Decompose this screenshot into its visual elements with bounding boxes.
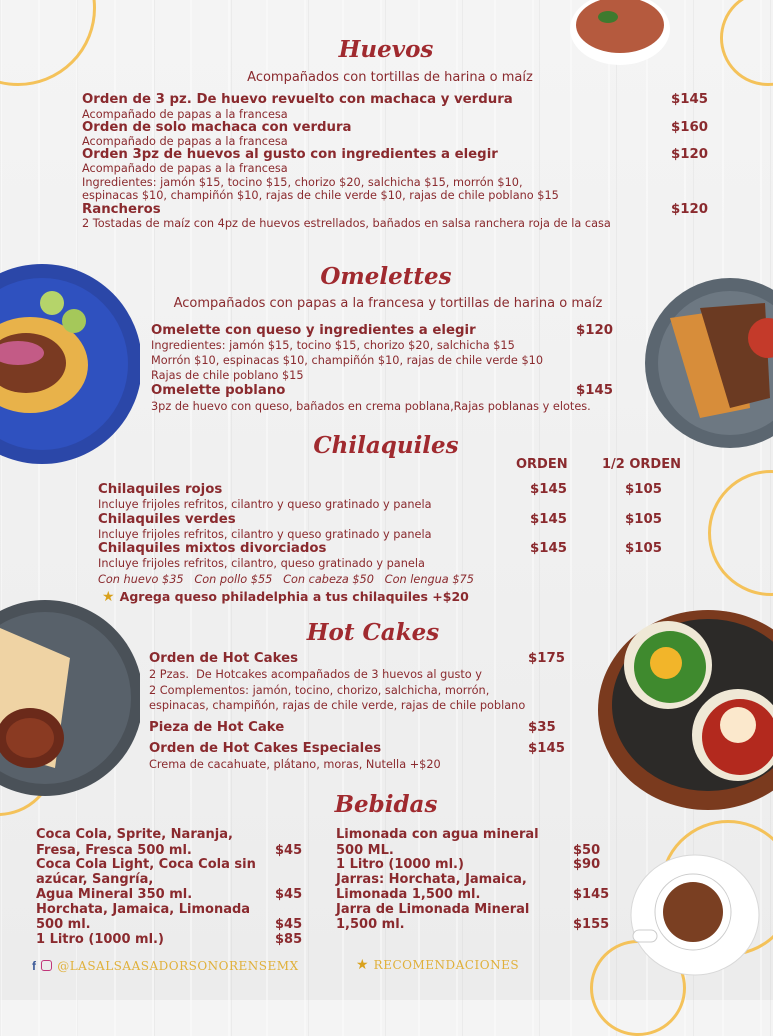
- menu-item-half-price: $105: [625, 512, 663, 527]
- drink-line: Jarras: Horchata, Jamaica,: [336, 872, 527, 887]
- menu-item-price: $145: [530, 482, 568, 497]
- menu-item-price: $145: [530, 512, 568, 527]
- menu-item-price: $35: [528, 720, 556, 735]
- drink-price: $85: [275, 932, 303, 947]
- menu-item-desc: Acompañado de papas a la francesa: [82, 162, 288, 175]
- column-header-half: 1/2 ORDEN: [602, 457, 681, 472]
- star-icon: ★: [102, 589, 115, 605]
- menu-item-desc: espinacas $10, champiñón $10, rajas de chile verde $10, rajas de chile poblano $15: [82, 189, 559, 202]
- menu-item-desc: Rajas de chile poblano $15: [151, 369, 304, 382]
- menu-item-name: Chilaquiles mixtos divorciados: [98, 541, 327, 556]
- drink-price: $50: [573, 843, 601, 858]
- menu-item-desc: 2 Tostadas de maíz con 4pz de huevos estrellados, bañados en salsa ranchera roja de la casa: [82, 217, 611, 230]
- menu-item-desc: Incluye frijoles refritos, cilantro, queso gratinado y panela: [98, 557, 425, 570]
- instagram-icon[interactable]: [41, 960, 52, 971]
- legend-text: RECOMENDACIONES: [373, 958, 520, 972]
- drink-price: $145: [573, 887, 610, 902]
- drink-line: Fresa, Fresca 500 ml.: [36, 843, 192, 858]
- menu-item-desc: Acompañado de papas a la francesa: [82, 108, 288, 121]
- menu-item-desc: Acompañado de papas a la francesa: [82, 135, 288, 148]
- menu-item-desc: Ingredientes: jamón $15, tocino $15, chorizo $20, salchicha $15: [151, 339, 515, 352]
- drink-price: $90: [573, 857, 601, 872]
- menu-item-price: $160: [671, 120, 709, 135]
- section-subtitle: Acompañados con papas a la francesa y tortillas de harina o maíz: [173, 296, 603, 311]
- drink-line: Coca Cola Light, Coca Cola sin: [36, 857, 256, 872]
- menu-item-name: Orden 3pz de huevos al gusto con ingredientes a elegir: [82, 147, 498, 162]
- drink-line: 500 ml.: [36, 917, 91, 932]
- facebook-icon[interactable]: f: [32, 959, 36, 973]
- menu-item-name: Rancheros: [82, 202, 161, 217]
- menu-item-desc: Incluye frijoles refritos, cilantro y queso gratinado y panela: [98, 498, 432, 511]
- decor-ring: [720, 0, 773, 86]
- drink-price: $45: [275, 843, 303, 858]
- menu-item-price: $120: [671, 202, 709, 217]
- section-subtitle: Acompañados con tortillas de harina o maíz: [247, 70, 533, 85]
- social-handle-text: @LASALSAASADORSONORENSEMX: [57, 959, 299, 973]
- drink-line: 1 Litro (1000 ml.): [336, 857, 464, 872]
- drink-line: 1 Litro (1000 ml.): [36, 932, 164, 947]
- drink-line: Limonada 1,500 ml.: [336, 887, 481, 902]
- menu-item-name: Omelette con queso y ingredientes a elegir: [151, 323, 476, 338]
- menu-item-price: $120: [671, 147, 709, 162]
- menu-item-half-price: $105: [625, 482, 663, 497]
- social-handle[interactable]: [32, 955, 299, 974]
- recommendation-text: Agrega queso philadelphia a tus chilaquiles +$20: [119, 589, 469, 604]
- menu-item-half-price: $105: [625, 541, 663, 556]
- recommendation-note: [102, 586, 469, 605]
- menu-item-name: Chilaquiles rojos: [98, 482, 223, 497]
- decor-ring: [708, 470, 773, 596]
- column-header-orden: ORDEN: [516, 457, 568, 472]
- coffee-cup-image: [625, 850, 765, 980]
- menu-item-name: Orden de 3 pz. De huevo revuelto con machaca y verdura: [82, 92, 513, 107]
- chilaquiles-extras: Con huevo $35 Con pollo $55 Con cabeza $50 Con lengua $75: [98, 573, 474, 586]
- menu-item-name: Orden de Hot Cakes: [149, 651, 299, 666]
- drink-line: Agua Mineral 350 ml.: [36, 887, 193, 902]
- menu-item-desc: 2 Pzas. De Hotcakes acompañados de 3 huevos al gusto y: [149, 668, 482, 681]
- section-title-huevos: Huevos: [338, 36, 434, 63]
- eggs-skillet-image: [588, 605, 773, 815]
- menu-item-desc: Crema de cacahuate, plátano, moras, Nutella +$20: [149, 758, 441, 771]
- menu-item-name: Orden de solo machaca con verdura: [82, 120, 352, 135]
- drink-line: 1,500 ml.: [336, 917, 405, 932]
- drink-line: Limonada con agua mineral: [336, 827, 539, 842]
- menu-item-price: $175: [528, 651, 566, 666]
- menu-item-name: Chilaquiles verdes: [98, 512, 236, 527]
- section-title-omelettes: Omelettes: [320, 263, 452, 290]
- menu-item-name: Omelette poblano: [151, 383, 286, 398]
- section-title-hotcakes: Hot Cakes: [306, 619, 440, 646]
- tacos-plate-image: [0, 255, 140, 473]
- menu-item-desc: Ingredientes: jamón $15, tocino $15, chorizo $20, salchicha $15, morrón $10,: [82, 176, 523, 189]
- menu-item-desc: espinacas, champiñón, rajas de chile verde, rajas de chile poblano: [149, 699, 526, 712]
- drink-line: Coca Cola, Sprite, Naranja,: [36, 827, 233, 842]
- drink-price: $45: [275, 887, 303, 902]
- drink-line: 500 ML.: [336, 843, 394, 858]
- burrito-plate-image: [0, 598, 140, 798]
- menu-item-price: $145: [671, 92, 709, 107]
- menu-item-price: $120: [576, 323, 614, 338]
- menu-item-price: $145: [576, 383, 614, 398]
- beans-bowl-image: [568, 0, 672, 69]
- menu-item-price: $145: [528, 741, 566, 756]
- menu-item-desc: 2 Complementos: jamón, tocino, chorizo, salchicha, morrón,: [149, 684, 490, 697]
- menu-item-name: Pieza de Hot Cake: [149, 720, 285, 735]
- drink-line: Jarra de Limonada Mineral: [336, 902, 530, 917]
- menu-item-desc: Morrón $10, espinacas $10, champiñón $10, rajas de chile verde $10: [151, 354, 544, 367]
- menu-item-desc: 3pz de huevo con queso, bañados en crema poblana,Rajas poblanas y elotes.: [151, 400, 591, 413]
- menu-item-price: $145: [530, 541, 568, 556]
- menu-item-desc: Incluye frijoles refritos, cilantro y queso gratinado y panela: [98, 528, 432, 541]
- quesadilla-plate-image: [640, 278, 773, 448]
- decor-ring: [0, 0, 96, 86]
- section-title-bebidas: Bebidas: [334, 791, 438, 818]
- drink-line: Horchata, Jamaica, Limonada: [36, 902, 251, 917]
- star-icon: ★: [356, 957, 369, 973]
- drink-line: azúcar, Sangría,: [36, 872, 154, 887]
- section-title-chilaquiles: Chilaquiles: [313, 432, 459, 459]
- drink-price: $155: [573, 917, 610, 932]
- recommendations-legend: [356, 954, 519, 973]
- drink-price: $45: [275, 917, 303, 932]
- menu-item-name: Orden de Hot Cakes Especiales: [149, 741, 382, 756]
